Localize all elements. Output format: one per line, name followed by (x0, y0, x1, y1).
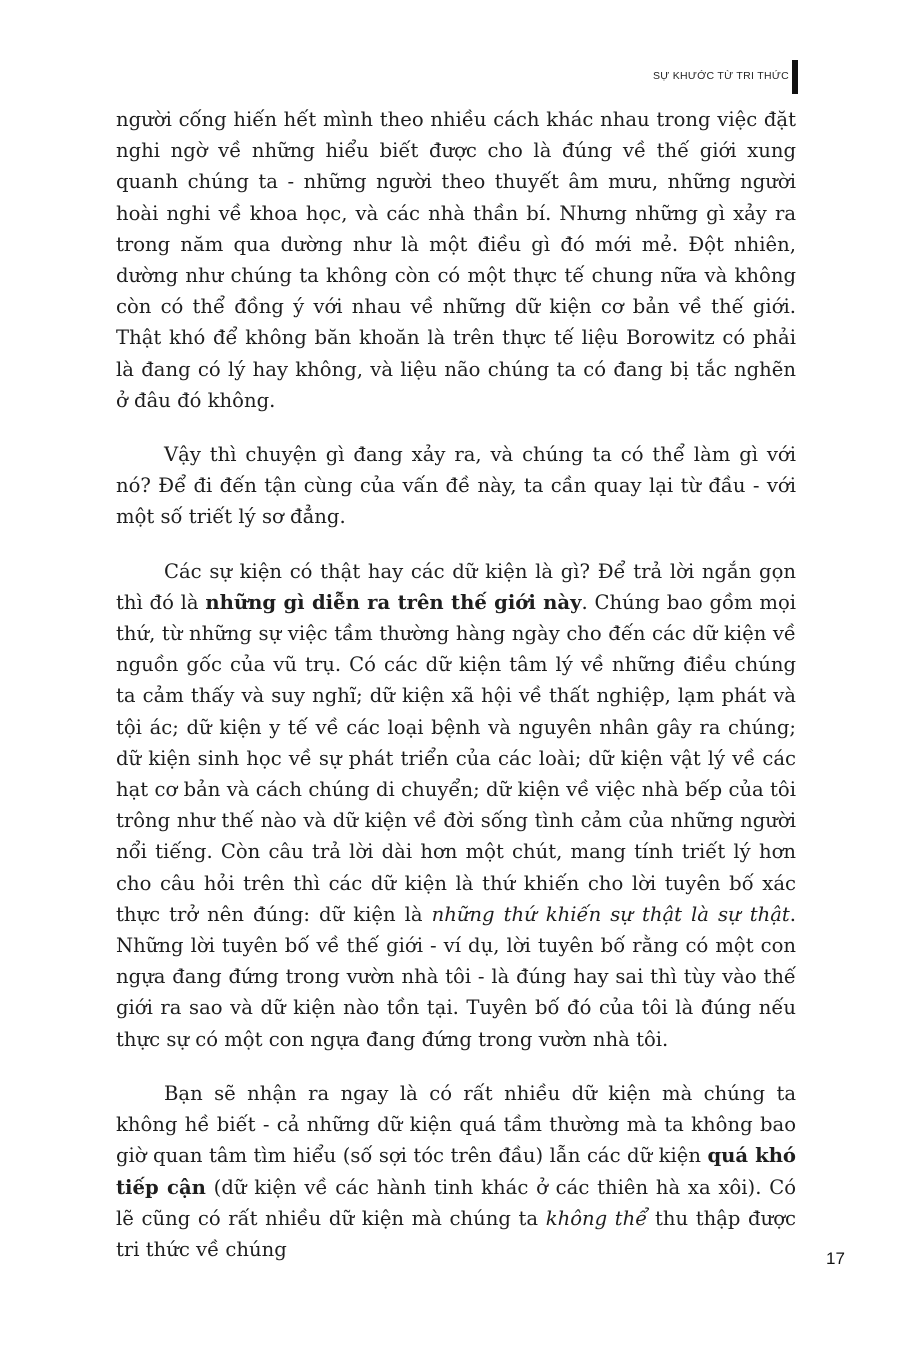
paragraph-3 (116, 556, 796, 1055)
paragraph-1: người cống hiến hết mình theo nhiều cách khác nhau trong việc đặt nghi ngờ về những hiểu biết được cho là đúng về thế giới xung quanh chúng ta - những người theo thuyết âm mưu, những người hoài nghi về khoa học, và các nhà thần bí. Nhưng những gì xảy ra trong năm qua dường như là một điều gì đó mới mẻ. Đột nhiên, dường như chúng ta không còn có một thực tế chung nữa và không còn có thể đồng ý với nhau về những dữ kiện cơ bản về thế giới. Thật khó để không băn khoăn là trên thực tế liệu Borowitz có phải là đang có lý hay không, và liệu não chúng ta có đang bị tắc nghẽn ở đâu đó không. (116, 108, 796, 412)
paragraph-2: Vậy thì chuyện gì đang xảy ra, và chúng ta có thể làm gì với nó? Để đi đến tận cùng của vấn đề này, ta cần quay lại từ đầu - với một số triết lý sơ đẳng. (116, 443, 796, 529)
paragraph-3-text-c: . Những lời tuyên bố về thế giới - ví dụ, lời tuyên bố rằng có một con ngựa đang đứng trong vườn nhà tôi - là đúng hay sai thì tùy vào thế giới ra sao và dữ kiện nào tồn tại. Tuyên bố đó của tôi là đúng nếu thực sự có một con ngựa đang đứng trong vườn nhà tôi. (116, 902, 796, 1051)
body-text (116, 104, 796, 1265)
paragraph-4-italic: không thể (545, 1206, 648, 1230)
paragraph-4-text-a: Bạn sẽ nhận ra ngay là có rất nhiều dữ kiện mà chúng ta không hề biết - cả những dữ kiện quá tầm thường mà ta không bao giờ quan tâm tìm hiểu (số sợi tóc trên đầu) lẫn các dữ kiện (116, 1081, 796, 1168)
paragraph-4-bold: quá khó tiếp cận (116, 1144, 797, 1199)
paragraph-3-text-b: . Chúng bao gồm mọi thứ, từ những sự việc tầm thường hàng ngày cho đến các dữ kiện về nguồn gốc của vũ trụ. Có các dữ kiện tâm lý về những điều chúng ta cảm thấy và suy nghĩ; dữ kiện xã hội về thất nghiệp, lạm phát và tội ác; dữ kiện y tế về các loại bệnh và nguyên nhân gây ra chúng; dữ kiện sinh học về sự phát triển của các loài; dữ kiện vật lý về các hạt cơ bản và cách chúng di chuyển; dữ kiện về việc nhà bếp của tôi trông như thế nào và dữ kiện về đời sống tình cảm của những người nổi tiếng. Còn câu trả lời dài hơn một chút, mang tính triết lý hơn cho câu hỏi trên thì các dữ kiện là thứ khiến cho lời tuyên bố xác thực trở nên đúng: dữ kiện là (116, 590, 797, 926)
paragraph-4-text-b: (dữ kiện về các hành tinh khác ở các thiên hà xa xôi). Có lẽ cũng có rất nhiều dữ kiện mà chúng ta (116, 1175, 796, 1230)
paragraph-3-italic: những thứ khiến sự thật là sự thật (431, 902, 790, 926)
page-number: 17 (826, 1249, 845, 1268)
paragraph-4 (116, 1078, 796, 1265)
paragraph-4-text-c: thu thập được tri thức về chúng (116, 1206, 796, 1261)
header-bar (792, 60, 798, 94)
paragraph-3-bold: những gì diễn ra trên thế giới này (205, 590, 582, 614)
running-header: SỰ KHƯỚC TỪ TRI THỨC (652, 70, 789, 82)
paragraph-3-text-a: Các sự kiện có thật hay các dữ kiện là gì? Để trả lời ngắn gọn thì đó là (116, 559, 796, 614)
